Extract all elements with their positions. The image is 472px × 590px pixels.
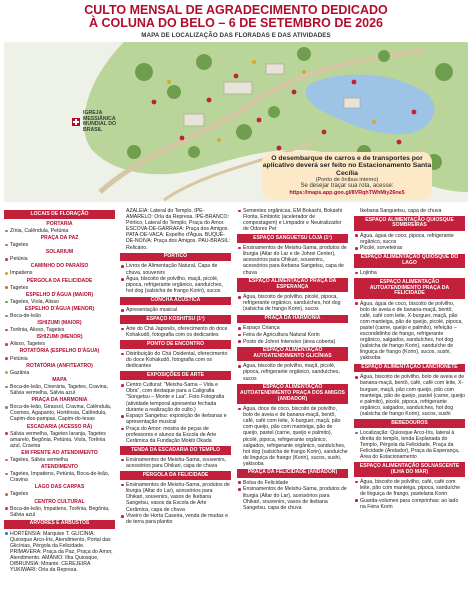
- list-item: Petúnia: [4, 356, 115, 362]
- list-item: Boca-de-leão: [4, 313, 115, 319]
- column-food: [354, 208, 465, 588]
- section-header: BEBEDOUROS: [354, 419, 465, 428]
- list-item: Lojinha: [354, 270, 465, 276]
- section-header: TENDA DA ESCADARIA DO TEMPLO: [120, 446, 231, 455]
- list-item: Alisso, Tagetes: [4, 341, 115, 347]
- section-header: PRAÇA DA HARMONIA: [237, 315, 348, 324]
- list-item: Tagetes, Sálvia vermelha: [4, 457, 115, 463]
- column-flowering: [4, 208, 115, 588]
- location-name: LAGO DAS CARPAS: [34, 484, 85, 491]
- section-header: ESPAÇO ALIMENTAÇÃO AUTOATENDIMENTO PRAÇA DA FELICIDADE: [354, 278, 465, 298]
- section-header: EXPOSIÇÕES DE ARTE: [120, 371, 231, 380]
- list-item: Feira de Agricultura Natural Korin: [237, 332, 348, 338]
- location-name: PÉRGOLA DA FELICIDADE: [26, 277, 93, 284]
- church-name: IGREJA MESSIÂNICA MUNDIAL DO BRASIL: [83, 110, 117, 133]
- list-item: Arte do Chá Japonês, oferecimento do doce Kohakudô, fotografia com os dedicantes: [120, 326, 231, 338]
- list-item: Petúnia: [4, 256, 115, 262]
- list-item: Água, biscoito de polvilho, maçã, picolé, pipoca, refrigerante orgânico, sanduíches, hot dog (salsicha de frango Korin), sucos: [120, 276, 231, 294]
- list-item: Centro Cultural: "Meishu-Sama – Vida e Obra", com destaque para a Caligrafia "Songetsu – Monte e Lua". Foto Fotografia (atividade temporal apresentar fechada durante a realização do culto.): [120, 382, 231, 412]
- list-item: Distribuição do Chá Oxidental, oferecimento do doce Kohakudô, fotografia com os dedicantes: [120, 351, 231, 369]
- location-name: PRAÇA DA HARMONIA: [31, 397, 88, 404]
- list-item: Livros de Alimentação Natural, Capa de chuva, souvenirs: [120, 263, 231, 275]
- section-header: ÁRVORES E ARBUSTOS: [4, 520, 115, 529]
- list-item: Sálvia vermelha, Tagetes laranja, Tagetes amarelo, Begônia, Petúnia, Viola, Torênia azul, Cravina: [4, 431, 115, 449]
- list-item: Ensinamentos de Meishu-Sama, produtos de liturgia (Altar do Lar e de Johrei Center), acessórios para Ohikari, souvenirs, acessórios para ikebana Sangetsu, capa de chuva: [237, 245, 348, 275]
- location-name: ESPELHO D'ÁGUA (MENOR): [24, 305, 95, 312]
- section-header: ESPAÇO ALIMENTAÇÃO AUTOATENDIMENTO PRAÇA DOS AMIGOS (ANDADOR): [237, 384, 348, 404]
- list-item: Ikebana Sanguetsu, capa de chuva: [360, 208, 442, 214]
- notice-route-text: Se desejar traçar sua rota, acesse:: [300, 183, 394, 190]
- location-name: MAPA: [52, 376, 67, 383]
- location-name: ROTATÓRIA (ESPELHO D'ÁGUA): [19, 348, 100, 355]
- section-header: LOCAIS DE FLORAÇÃO: [4, 210, 115, 219]
- parking-notice: [262, 152, 432, 200]
- list-item: Guarda-volumes para comprinhas: ao lado na Feira Korin: [354, 498, 465, 510]
- list-item: Água, doce de coco, biscoito de polvilho, bolo de aveia e de banana-maçã, bentô, café, café com leite, X-burguer, maçã, pão com queijo, pão com manteiga, pão de queijo, pastel (carne, queijo e palmito), picolé, pipoca, refrigerante orgânico, salgados, refrigerante orgânico, sanduíches, hot dog (salsicha de frango Korin), sanduíche de linguiça de frango (Korin), sucos, sushi, yakisoba: [237, 406, 348, 467]
- list-item: Água, biscoito de polvilho, maçã, picolé, pipoca, refrigerante orgânico, sanduíches, sucos: [237, 363, 348, 381]
- list-item: Gazânia: [4, 370, 115, 376]
- list-item: Localização: Quiosque Arco-Íris, lateral à direita do templo, tenda Esplanada do Templo, Pérgola da Felicidade, Praça da Felicidade (Andador), Praça da Esperança, Área do Estacionamento: [354, 430, 465, 460]
- route-link[interactable]: https://maps.app.goo.gl/8VRqhTWhMiy26ne5: [289, 189, 405, 196]
- section-header: ESPAÇO ALIMENTAÇÃO PRAÇA DA ESPERANÇA: [237, 278, 348, 293]
- cross-icon: [72, 118, 80, 126]
- list-item: Praça do Amor: mostra de peças de professores e alunos da Escola de Arte Cerâmica da Fundação Mokiti Okada: [120, 426, 231, 444]
- location-name: CENTRO CULTURAL: [34, 498, 85, 505]
- section-header: ESPAÇO SANGUETSU LOJA (1º): [237, 234, 348, 243]
- section-header: ESPAÇO ALIMENTAÇÃO AUTOATENDIMENTO GLICÍNIAS: [237, 347, 348, 362]
- list-item: Sementes orgânicas, EM Bokashi, Bokashi Florita, Embiotic (acelerador de compostagem) e Limpador e Neutralizador de Odores Pet: [237, 208, 348, 232]
- list-item: Picolé, sorveteiras: [354, 245, 465, 251]
- list-item: Tagetes: [4, 285, 115, 291]
- section-header: PÉRGOLA DA FELICIDADE: [120, 471, 231, 480]
- location-name: ESPELHO D'ÁGUA (MAIOR): [25, 291, 94, 298]
- list-item: Água, água de coco, pipoca, refrigerante orgânico, sucos: [354, 233, 465, 245]
- column-services: [237, 208, 348, 588]
- page-title-line2: À COLUNA DO BELO – 6 DE SETEMBRO DE 2026: [88, 16, 384, 30]
- list-item: Ensinamentos de Meishu-Sama, produtos de liturgia (Altar do Lar), acessórios para Ohikari, souvenirs, vasos de ikebana Sangetsu, capa de chuva: [237, 486, 348, 510]
- location-name: ISHIZUMI (MAIOR): [37, 320, 82, 327]
- location-name: PRAÇA DA PAZ: [40, 234, 79, 241]
- location-name: ISHIZUMI (MENOR): [36, 334, 83, 341]
- list-item: Boca-de-leão, Impatiens, Torênia, Begônia, Sálvia azul: [4, 506, 115, 518]
- location-name: ESCADARIA (ACESSO RÁ): [26, 423, 93, 430]
- list-item: Apresentação musical: [120, 307, 231, 313]
- location-name: SOLARIUM: [45, 249, 74, 256]
- list-item: Boca-de-leão, Girassol, Cravina, Calêndula, Cosmos, Agapanto, Hortênsia, Calêndula, Capim-dos-pampas, Capim-do-texas: [4, 404, 115, 422]
- list-item: Torênia, Alisso, Tagetes: [4, 327, 115, 333]
- page-title-line1: CULTO MENSAL DE AGRADECIMENTO DEDICADO: [84, 3, 388, 17]
- list-item: Boca-de-leão, Cinerária, Tagetes, Cravina, Sálvia vermelha, Sálvia azul: [4, 384, 115, 396]
- list-item: Posto de Johrei Intensivo (área coberta): [237, 339, 348, 345]
- list-item: Impatiens: [4, 270, 115, 276]
- location-name: PORTARIA: [46, 220, 73, 227]
- page-title: [0, 4, 472, 30]
- list-item: Viveiro de Horta Caseira, venda de mudas e de terra para plantio: [120, 513, 231, 525]
- list-item: Tagetes: [4, 491, 115, 497]
- list-item: Zínia, Calêndula, Petúnia: [4, 228, 115, 234]
- list-item: Água, água de coco, biscoito de polvilho, bolo de aveia e de banana-maçã, bentô, café, café com leite, X-burguer, maçã, pão com manteiga, pão de queijo, picolé, pipoca, pastel (carne, queijo e palmito), refeição – escondidinho de frango, refrigerante orgânico, salgados, sanduíches, hot dog (salsicha de frango Korin), sanduíche de linguiça de frango (Korin), sucos, sushi, yakisoba: [354, 301, 465, 362]
- section-header: PONTO DE ENCONTRO: [120, 340, 231, 349]
- list-item: Tagetes, Impatiens, Petúnia, Boca-de-leão, Cravina: [4, 471, 115, 483]
- location-name: CAMINHO DO PARAÍSO: [30, 263, 89, 270]
- list-item: Espaço Sangetsu: exposição de ikebanas e apresentação musical: [120, 413, 231, 425]
- list-item: AZALEIA: Lateral do Templo. IPÊ-AMARELO: Orla da Represa. IPÊ-BRANCO: Pórtico, Lateral do Templo, Praça do Amor. ESCOVA-DE-GARRAFA: Praça dos Amigos. PATA-DE-VACA: Espelho d'Água. BUQUÊ-DE-NOIVA: Praça dos Amigos. PAU-BRASIL: Relicário.: [126, 208, 231, 251]
- list-item: Bolsa de Felicidade: [237, 480, 348, 486]
- page-subtitle: MAPA DE LOCALIZAÇÃO DAS FLORADAS E DAS ATIVIDADES: [141, 32, 331, 39]
- list-item: Tagetes: [4, 242, 115, 248]
- section-header: CONCHA ACÚSTICA: [120, 297, 231, 306]
- section-header: ESPAÇO ALIMENTAÇÃO QUIOSQUE DO LAGO: [354, 254, 465, 269]
- section-header: PÓRTICO: [120, 253, 231, 262]
- list-item: Tagetes, Viola, Alisso: [4, 299, 115, 305]
- section-header: ESPAÇO ALIMENTAÇÃO LANCHONETE: [354, 364, 465, 373]
- notice-sub-text: (Ponto de ônibus interno): [315, 177, 379, 184]
- location-name: EM FRENTE AO ATENDIMENTO: [21, 449, 98, 456]
- list-item: Água, biscoito de polvilho, picolé, pipoca, refrigerante orgânico, sanduíches, hot dog (salsicha de frango Korin), sucos: [237, 294, 348, 312]
- church-logo: [72, 111, 133, 133]
- section-header: PRAÇA DA FELICIDADE (ANDADOR): [237, 469, 348, 478]
- location-name: ATENDIMENTO: [41, 464, 78, 471]
- location-name: ROTATÓRIA (ANFITEATRO): [26, 362, 93, 369]
- list-item: Ensinamentos de Meishu-Sama, souvenirs, acessórios para Ohikari, capa de chuva: [120, 457, 231, 469]
- notice-main-text: O desembarque de carros e de transportes por aplicativo deverá ser feito no Estacionamento Santa Cecília: [262, 155, 432, 177]
- list-item: Água, biscoito de polvilho, bolo de aveia e de banana-maçã, bentô, café, café com leite, X-burguer, maçã, pão com queijo, pão com manteiga, pão de queijo, pastel (carne, queijo e palmito), picolé, pipoca, refrigerante orgânico, salgados, sanduíches, hot dog (salsicha de frango Korin), sucos, sushi: [354, 374, 465, 417]
- section-header: ESPAÇO KOSHITSU (1º): [120, 315, 231, 324]
- section-header: ESPAÇO ALIMENTAÇÃO QUIOSQUE SOMBREIRAS: [354, 216, 465, 231]
- column-activities: [120, 208, 231, 588]
- list-item: Água, biscoito de polvilho, café, café com leite, pão com manteiga, pipoca, sanduíche de linguiça de frango, pastelaria Korin: [354, 479, 465, 497]
- section-header: ESPAÇO ALIMENTAÇÃO SOLNASCENTE (ILHA DO MAR): [354, 462, 465, 477]
- list-item: Ensinamentos de Meishu-Sama, produtos de liturgia (Altar do Lar), acessórios para Ohikari, souvenirs, vasos de Ikebana Sangetsu, vasos da Escola de Arte Cerâmica, capa de chuva: [120, 482, 231, 512]
- list-item: HORTÊNSIA: Marquise T. GLICÍNIA: Quiosque Arco-Íris, Atendimento, Portal das Glicínias, Pérgola da Felicidade. PRIMAVERA: Praça da Paz, Praça do Amor, Atendimento. AMÂNIO: Ilha Quiosque, DIBRUNSIA: Mirante. CEREJEIRA YUKIWARI: Orla da Represa.: [4, 531, 115, 574]
- list-item: Espaço Criança: [237, 325, 348, 331]
